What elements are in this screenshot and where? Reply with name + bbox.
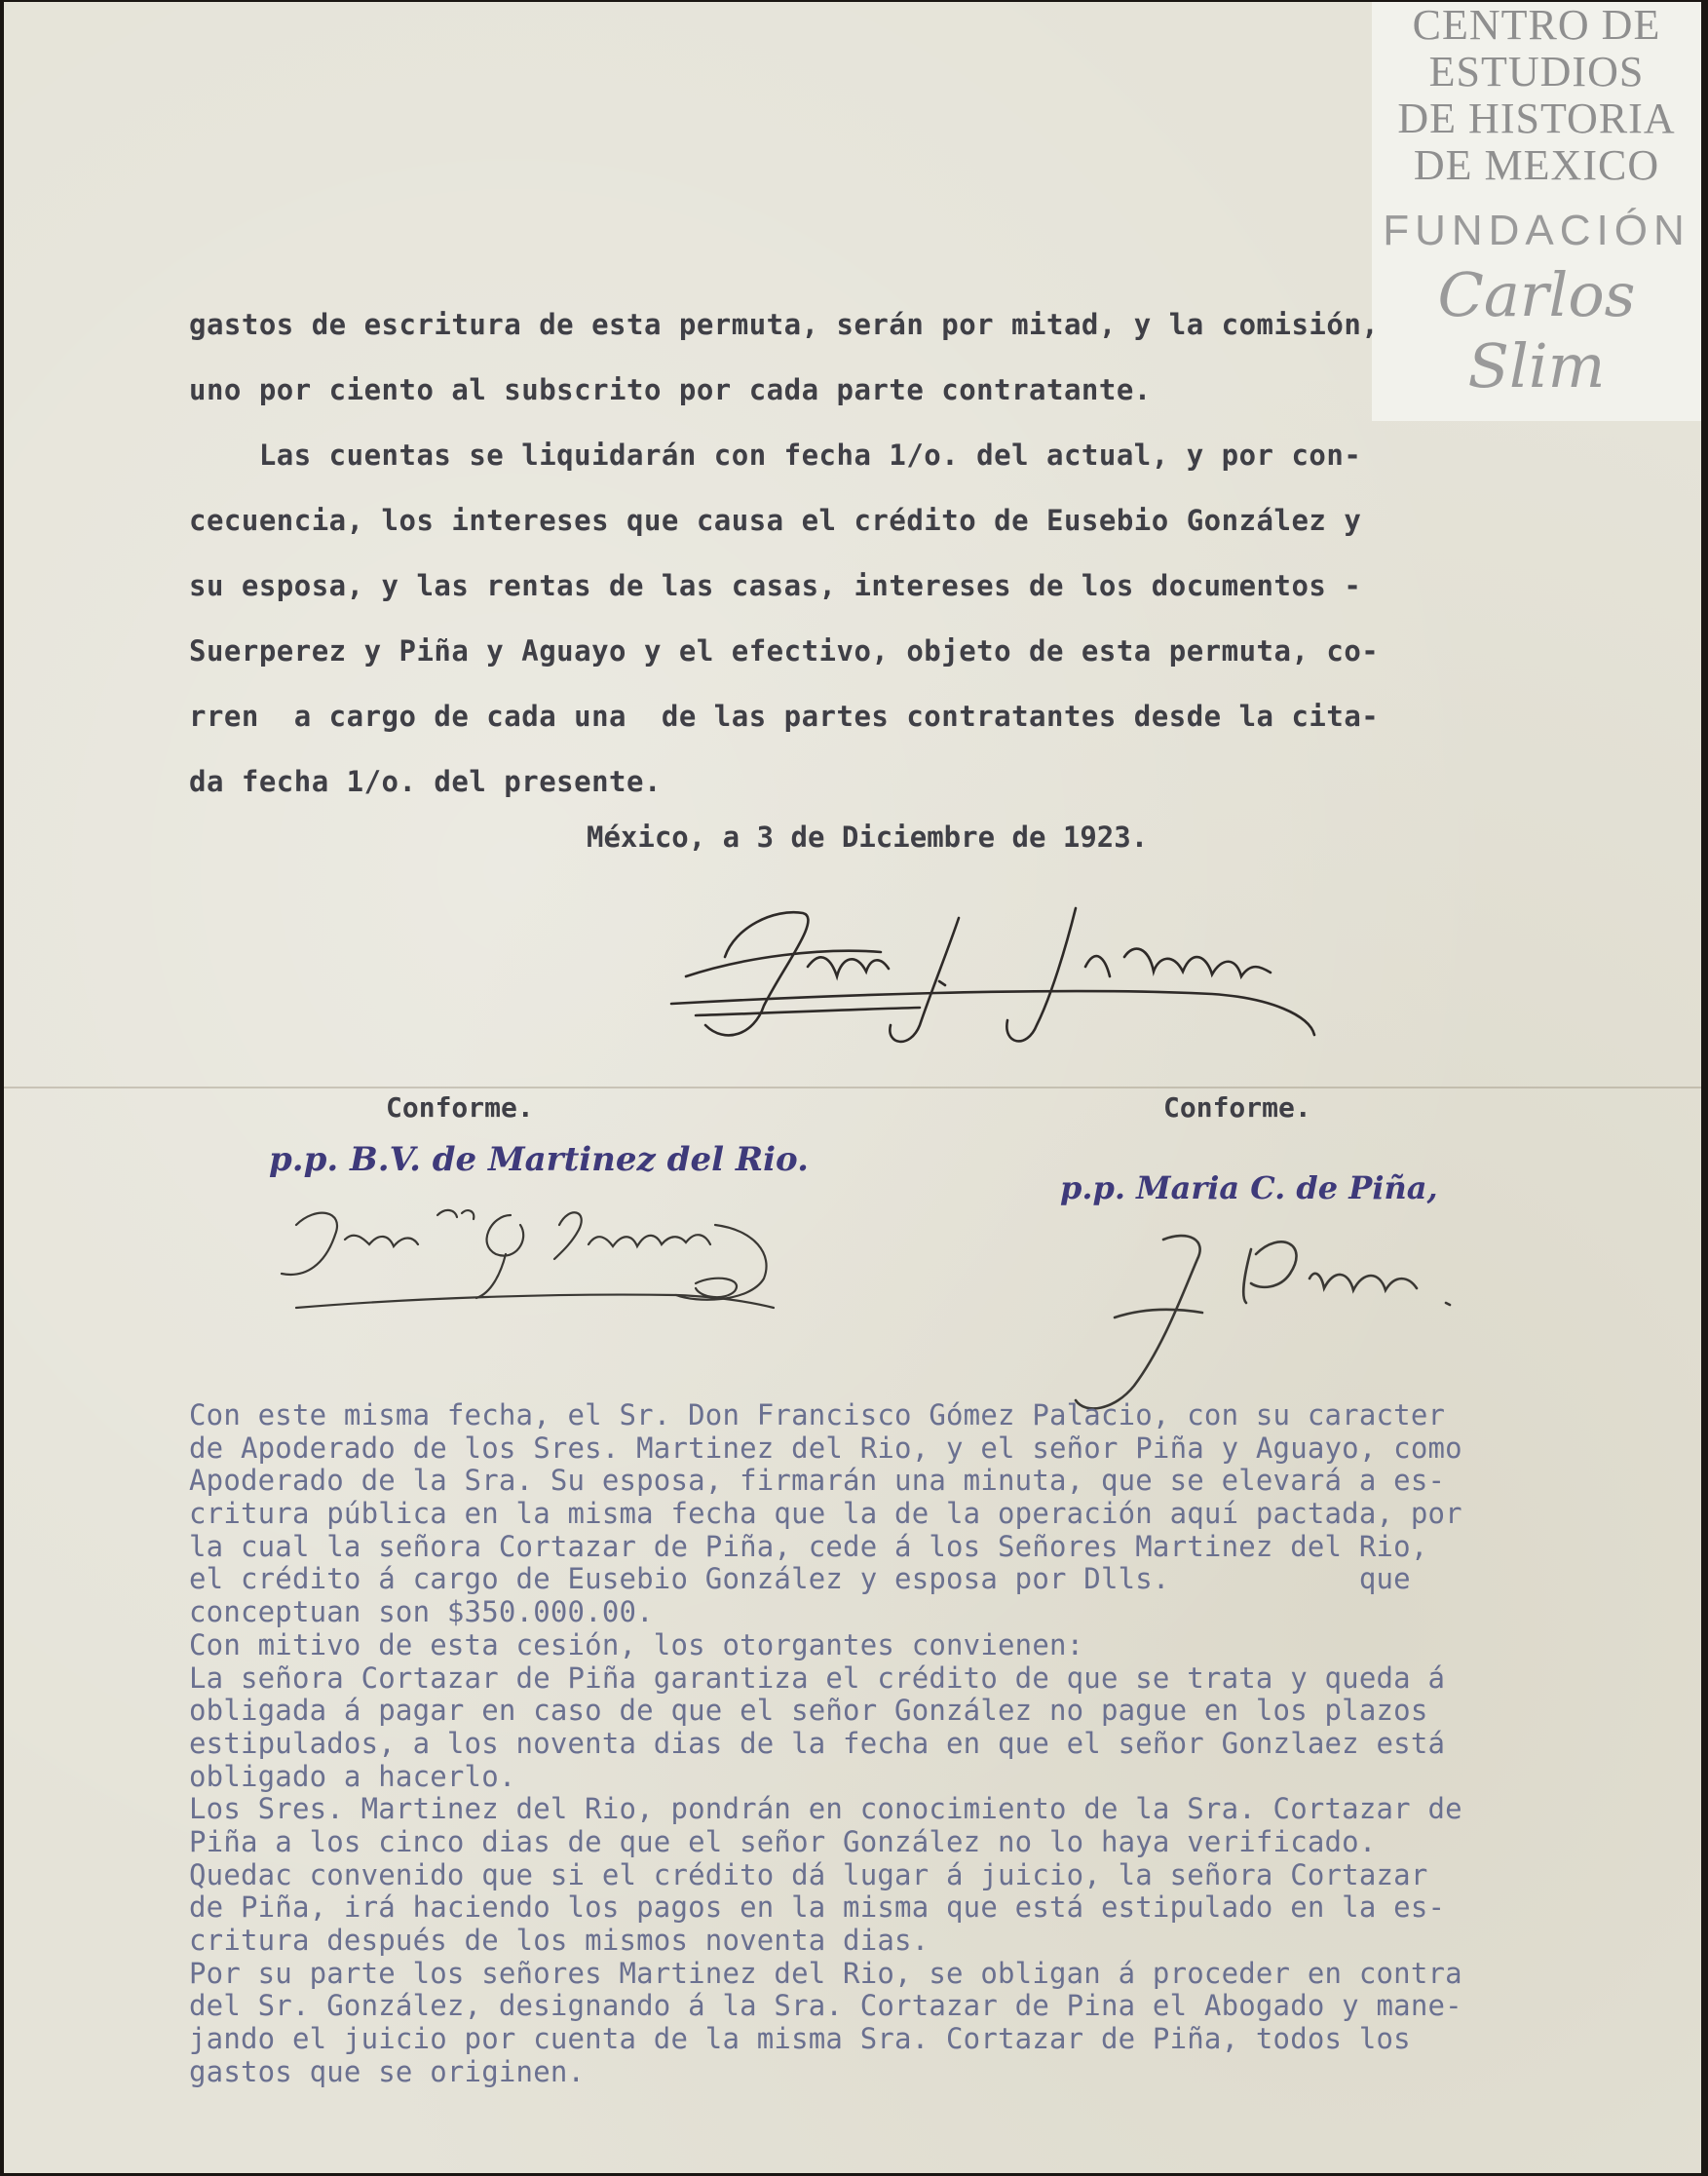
letter-line: Suerperez y Piña y Aguayo y el efectivo, objeto de esta permuta, co- — [189, 634, 1380, 668]
signature-main — [666, 889, 1329, 1074]
stamp-left: p.p. B.V. de Martinez del Rio. — [269, 1140, 809, 1179]
fold-crease — [4, 1087, 1701, 1088]
stamp-right: p.p. Maria C. de Piña, — [1060, 1169, 1438, 1206]
addendum-line: critura pública en la misma fecha que la de la operación aquí pactada, por — [189, 1497, 1462, 1531]
addendum-line: Con mitivo de esta cesión, los otorgantes convienen: — [189, 1627, 1084, 1661]
addendum-body — [189, 1399, 1670, 2088]
addendum-line: obligado a hacerlo. — [189, 1759, 516, 1793]
letter-line: uno por ciento al subscrito por cada parte contratante. — [189, 373, 1152, 406]
addendum-line: Quedac convenido que si el crédito dá lugar á juicio, la señora Cortazar — [189, 1857, 1428, 1891]
addendum-line: gastos que se originen. — [189, 2054, 586, 2088]
watermark-foundation: FUNDACIÓN — [1383, 207, 1690, 254]
addendum-line: conceptuan son $350.000.00. — [189, 1595, 654, 1629]
letter-line: gastos de escritura de esta permuta, serán por mitad, y la comisión, — [189, 308, 1380, 341]
addendum-line: la cual la señora Cortazar de Piña, cede á los Señores Martinez del Rio, — [189, 1529, 1428, 1563]
document-page — [4, 2, 1701, 2173]
conforme-right: Conforme. — [1163, 1091, 1311, 1124]
addendum-line: Piña a los cinco dias de que el señor González no lo haya verificado. — [189, 1824, 1377, 1858]
watermark-signature-logo: Carlos Slim — [1437, 259, 1636, 401]
letter-line: cecuencia, los intereses que causa el crédito de Eusebio González y — [189, 504, 1362, 537]
letter-line: rren a cargo de cada una de las partes contratantes desde la cita- — [189, 700, 1380, 733]
watermark-line: CENTRO DE — [1412, 1, 1661, 49]
addendum-line: Apoderado de la Sra. Su esposa, firmarán una minuta, que se elevará a es- — [189, 1464, 1446, 1498]
addendum-line: jando el juicio por cuenta de la misma Sra. Cortazar de Piña, todos los — [189, 2022, 1411, 2056]
addendum-line: del Sr. González, designando á la Sra. Cortazar de Pina el Abogado y mane- — [189, 1989, 1462, 2023]
addendum-line: obligada á pagar en caso de que el señor González no pague en los plazos — [189, 1694, 1428, 1728]
date-line: México, a 3 de Diciembre de 1923. — [587, 821, 1149, 854]
addendum-line: Los Sres. Martinez del Rio, pondrán en conocimiento de la Sra. Cortazar de — [189, 1792, 1462, 1826]
addendum-line: de Piña, irá haciendo los pagos en la misma que está estipulado en la es- — [189, 1890, 1446, 1925]
watermark-line: DE HISTORIA — [1397, 95, 1676, 142]
addendum-line: Con este misma fecha, el Sr. Don Francisco Gómez Palacio, con su caracter — [189, 1398, 1446, 1432]
watermark-line: ESTUDIOS — [1428, 48, 1645, 95]
addendum-line: critura después de los mismos noventa dias. — [189, 1924, 930, 1957]
addendum-line: La señora Cortazar de Piña garantiza el crédito de que se trata y queda á — [189, 1661, 1446, 1695]
addendum-line: estipulados, a los noventa dias de la fecha en que el señor Gonzlaez está — [189, 1726, 1446, 1760]
letter-line: da fecha 1/o. del presente. — [189, 765, 662, 798]
addendum-line: Por su parte los señores Martinez del Rio, se obligan á proceder en contra — [189, 1956, 1462, 1990]
signature-left — [267, 1186, 813, 1332]
letter-line: Las cuentas se liquidarán con fecha 1/o. del actual, y por con- — [189, 439, 1362, 472]
letter-line: su esposa, y las rentas de las casas, intereses de los documentos - — [189, 569, 1362, 602]
addendum-line: de Apoderado de los Sres. Martinez del Rio, y el señor Piña y Aguayo, como — [189, 1431, 1462, 1465]
addendum-line: el crédito á cargo de Eusebio González y esposa por Dlls. que — [189, 1562, 1411, 1596]
conforme-left: Conforme. — [386, 1091, 534, 1124]
watermark-line: DE MEXICO — [1413, 141, 1660, 189]
letter-body — [189, 292, 1534, 815]
